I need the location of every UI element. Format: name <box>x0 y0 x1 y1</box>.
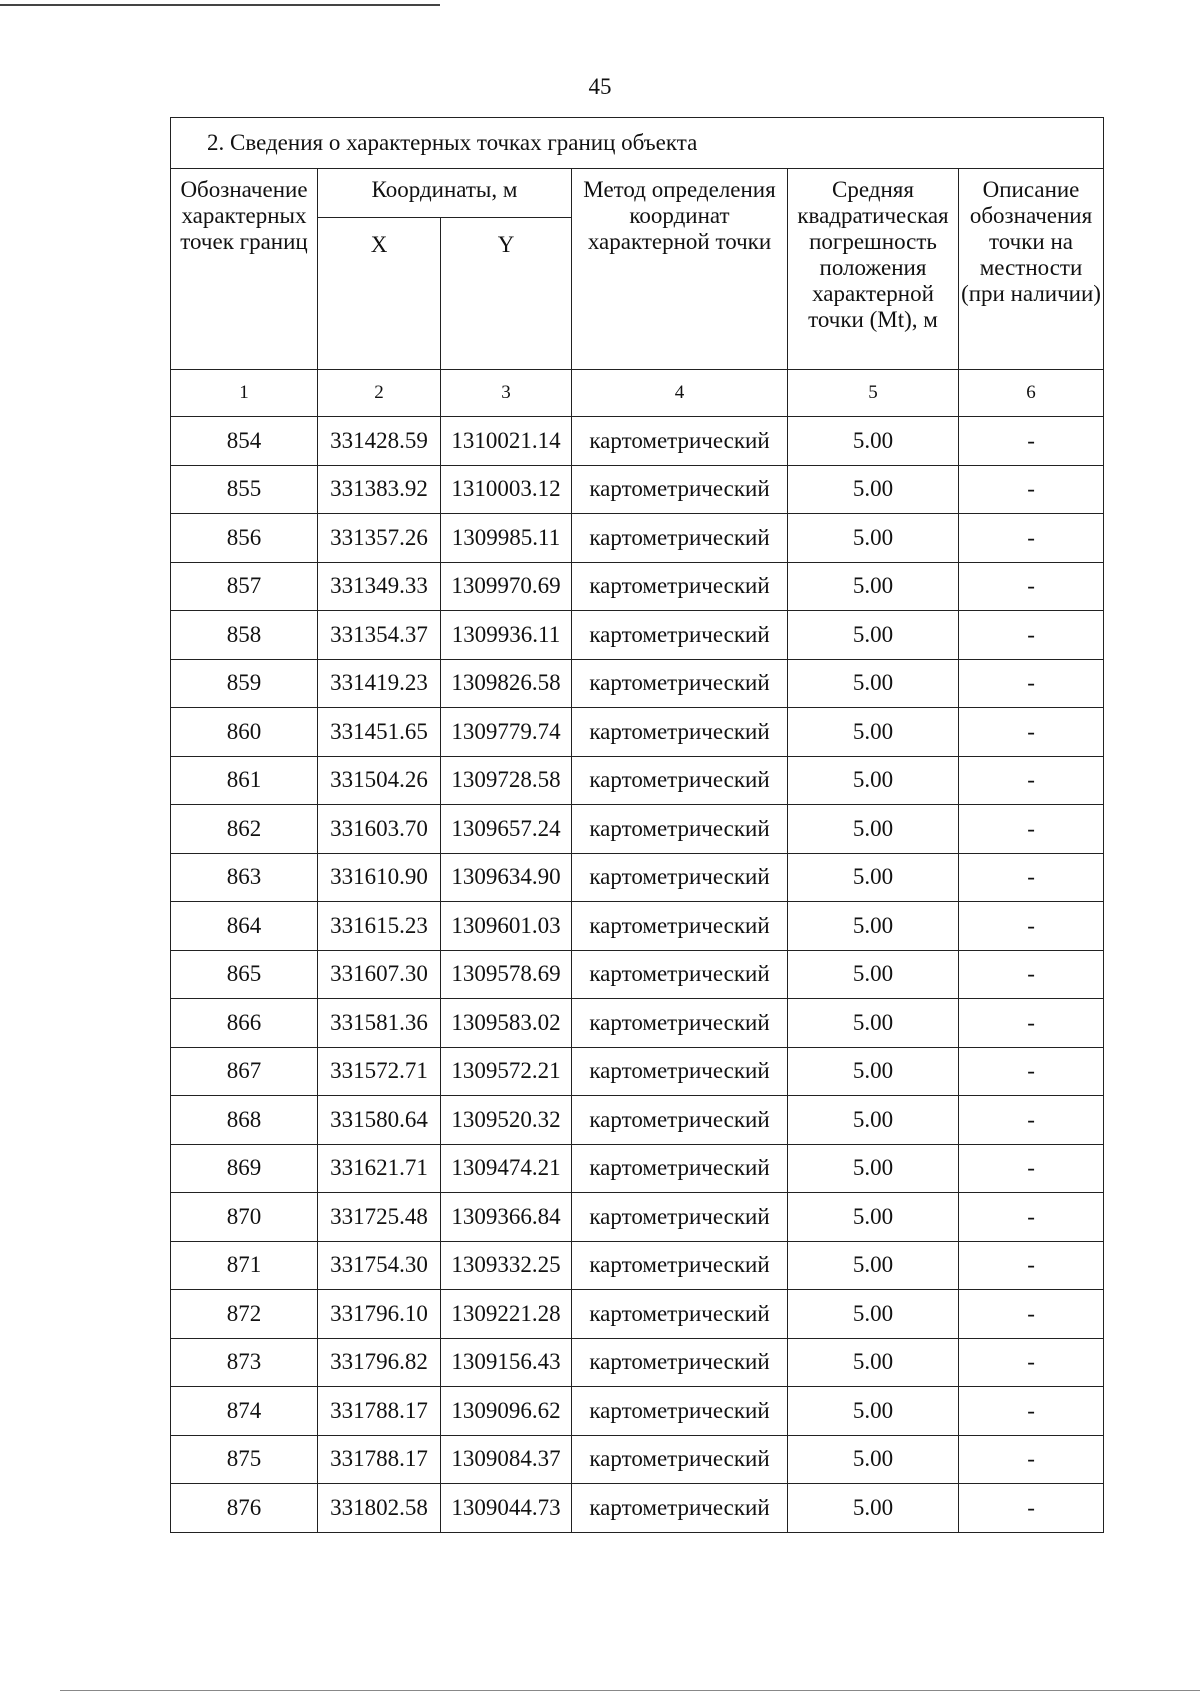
x-coordinate-cell: 331796.10 <box>318 1290 441 1339</box>
table-body <box>171 417 1104 1533</box>
boundary-points-table <box>170 117 1104 1533</box>
point-id-cell: 860 <box>171 708 318 757</box>
table-row <box>171 465 1104 514</box>
x-coordinate-cell: 331621.71 <box>318 1144 441 1193</box>
point-id-cell: 858 <box>171 611 318 660</box>
y-coordinate-cell: 1309332.25 <box>441 1241 572 1290</box>
method-cell: картометрический <box>572 1193 788 1242</box>
method-cell: картометрический <box>572 1435 788 1484</box>
table-row <box>171 1144 1104 1193</box>
column-number: 6 <box>959 370 1104 417</box>
y-coordinate-cell: 1309970.69 <box>441 562 572 611</box>
point-id-cell: 870 <box>171 1193 318 1242</box>
column-number-row <box>171 370 1104 417</box>
table-row <box>171 417 1104 466</box>
x-coordinate-cell: 331419.23 <box>318 659 441 708</box>
point-id-cell: 869 <box>171 1144 318 1193</box>
description-cell: - <box>959 1484 1104 1533</box>
description-cell: - <box>959 1435 1104 1484</box>
point-id-cell: 875 <box>171 1435 318 1484</box>
table-row <box>171 514 1104 563</box>
error-cell: 5.00 <box>788 1290 959 1339</box>
x-coordinate-cell: 331754.30 <box>318 1241 441 1290</box>
error-cell: 5.00 <box>788 1096 959 1145</box>
table-row <box>171 659 1104 708</box>
point-id-cell: 862 <box>171 805 318 854</box>
table-row <box>171 1193 1104 1242</box>
header-x: X <box>318 218 441 370</box>
method-cell: картометрический <box>572 950 788 999</box>
description-cell: - <box>959 999 1104 1048</box>
method-cell: картометрический <box>572 853 788 902</box>
table-row <box>171 1290 1104 1339</box>
point-id-cell: 865 <box>171 950 318 999</box>
point-id-cell: 868 <box>171 1096 318 1145</box>
x-coordinate-cell: 331788.17 <box>318 1435 441 1484</box>
error-cell: 5.00 <box>788 611 959 660</box>
method-cell: картометрический <box>572 1241 788 1290</box>
error-cell: 5.00 <box>788 999 959 1048</box>
column-number: 5 <box>788 370 959 417</box>
point-id-cell: 861 <box>171 756 318 805</box>
error-cell: 5.00 <box>788 902 959 951</box>
y-coordinate-cell: 1309985.11 <box>441 514 572 563</box>
description-cell: - <box>959 853 1104 902</box>
description-cell: - <box>959 1047 1104 1096</box>
x-coordinate-cell: 331572.71 <box>318 1047 441 1096</box>
error-cell: 5.00 <box>788 465 959 514</box>
column-number: 1 <box>171 370 318 417</box>
description-cell: - <box>959 417 1104 466</box>
y-coordinate-cell: 1309583.02 <box>441 999 572 1048</box>
method-cell: картометрический <box>572 999 788 1048</box>
error-cell: 5.00 <box>788 1047 959 1096</box>
page-number: 45 <box>588 74 612 99</box>
method-cell: картометрический <box>572 1338 788 1387</box>
description-cell: - <box>959 805 1104 854</box>
y-coordinate-cell: 1309366.84 <box>441 1193 572 1242</box>
method-cell: картометрический <box>572 805 788 854</box>
y-coordinate-cell: 1309728.58 <box>441 756 572 805</box>
table-row <box>171 1047 1104 1096</box>
method-cell: картометрический <box>572 1484 788 1533</box>
x-coordinate-cell: 331428.59 <box>318 417 441 466</box>
x-coordinate-cell: 331610.90 <box>318 853 441 902</box>
point-id-cell: 866 <box>171 999 318 1048</box>
description-cell: - <box>959 902 1104 951</box>
point-id-cell: 871 <box>171 1241 318 1290</box>
error-cell: 5.00 <box>788 708 959 757</box>
point-id-cell: 863 <box>171 853 318 902</box>
method-cell: картометрический <box>572 514 788 563</box>
point-id-cell: 873 <box>171 1338 318 1387</box>
error-cell: 5.00 <box>788 950 959 999</box>
table-row <box>171 1387 1104 1436</box>
table-row <box>171 756 1104 805</box>
y-coordinate-cell: 1309520.32 <box>441 1096 572 1145</box>
table-row <box>171 1241 1104 1290</box>
table-row <box>171 708 1104 757</box>
method-cell: картометрический <box>572 1047 788 1096</box>
table-row <box>171 805 1104 854</box>
point-id-cell: 874 <box>171 1387 318 1436</box>
y-coordinate-cell: 1309601.03 <box>441 902 572 951</box>
method-cell: картометрический <box>572 417 788 466</box>
scan-edge-bottom <box>60 1690 1200 1691</box>
method-cell: картометрический <box>572 1144 788 1193</box>
description-cell: - <box>959 950 1104 999</box>
method-cell: картометрический <box>572 1096 788 1145</box>
error-cell: 5.00 <box>788 1387 959 1436</box>
table-row <box>171 1435 1104 1484</box>
table-row <box>171 999 1104 1048</box>
error-cell: 5.00 <box>788 1338 959 1387</box>
description-cell: - <box>959 708 1104 757</box>
table-row <box>171 611 1104 660</box>
description-cell: - <box>959 1193 1104 1242</box>
x-coordinate-cell: 331802.58 <box>318 1484 441 1533</box>
method-cell: картометрический <box>572 465 788 514</box>
description-cell: - <box>959 514 1104 563</box>
x-coordinate-cell: 331725.48 <box>318 1193 441 1242</box>
x-coordinate-cell: 331603.70 <box>318 805 441 854</box>
error-cell: 5.00 <box>788 756 959 805</box>
header-error: Средняя квадратическая погрешность положения характерной точки (Mt), м <box>788 169 959 370</box>
table-row <box>171 1096 1104 1145</box>
description-cell: - <box>959 465 1104 514</box>
y-coordinate-cell: 1309096.62 <box>441 1387 572 1436</box>
description-cell: - <box>959 1096 1104 1145</box>
x-coordinate-cell: 331349.33 <box>318 562 441 611</box>
x-coordinate-cell: 331383.92 <box>318 465 441 514</box>
error-cell: 5.00 <box>788 562 959 611</box>
x-coordinate-cell: 331788.17 <box>318 1387 441 1436</box>
header-description: Описание обозначения точки на местности (при наличии) <box>959 169 1104 370</box>
x-coordinate-cell: 331357.26 <box>318 514 441 563</box>
error-cell: 5.00 <box>788 659 959 708</box>
error-cell: 5.00 <box>788 1193 959 1242</box>
method-cell: картометрический <box>572 1387 788 1436</box>
y-coordinate-cell: 1309826.58 <box>441 659 572 708</box>
column-number: 3 <box>441 370 572 417</box>
point-id-cell: 867 <box>171 1047 318 1096</box>
error-cell: 5.00 <box>788 1241 959 1290</box>
x-coordinate-cell: 331580.64 <box>318 1096 441 1145</box>
description-cell: - <box>959 562 1104 611</box>
point-id-cell: 856 <box>171 514 318 563</box>
header-method: Метод определения координат характерной точки <box>572 169 788 370</box>
error-cell: 5.00 <box>788 1435 959 1484</box>
y-coordinate-cell: 1309156.43 <box>441 1338 572 1387</box>
point-id-cell: 872 <box>171 1290 318 1339</box>
description-cell: - <box>959 1290 1104 1339</box>
point-id-cell: 854 <box>171 417 318 466</box>
method-cell: картометрический <box>572 708 788 757</box>
y-coordinate-cell: 1310021.14 <box>441 417 572 466</box>
method-cell: картометрический <box>572 611 788 660</box>
description-cell: - <box>959 1144 1104 1193</box>
method-cell: картометрический <box>572 562 788 611</box>
point-id-cell: 864 <box>171 902 318 951</box>
point-id-cell: 859 <box>171 659 318 708</box>
method-cell: картометрический <box>572 756 788 805</box>
x-coordinate-cell: 331607.30 <box>318 950 441 999</box>
description-cell: - <box>959 1338 1104 1387</box>
method-cell: картометрический <box>572 659 788 708</box>
y-coordinate-cell: 1310003.12 <box>441 465 572 514</box>
y-coordinate-cell: 1309779.74 <box>441 708 572 757</box>
section-title: 2. Сведения о характерных точках границ объекта <box>171 118 1104 169</box>
x-coordinate-cell: 331451.65 <box>318 708 441 757</box>
header-coordinates: Координаты, м <box>318 169 572 218</box>
error-cell: 5.00 <box>788 805 959 854</box>
method-cell: картометрический <box>572 1290 788 1339</box>
error-cell: 5.00 <box>788 417 959 466</box>
table-row <box>171 853 1104 902</box>
y-coordinate-cell: 1309578.69 <box>441 950 572 999</box>
error-cell: 5.00 <box>788 1144 959 1193</box>
table-row <box>171 950 1104 999</box>
column-number: 4 <box>572 370 788 417</box>
error-cell: 5.00 <box>788 1484 959 1533</box>
y-coordinate-cell: 1309634.90 <box>441 853 572 902</box>
y-coordinate-cell: 1309084.37 <box>441 1435 572 1484</box>
header-designation: Обозначение характерных точек границ <box>171 169 318 370</box>
table-row <box>171 1338 1104 1387</box>
error-cell: 5.00 <box>788 514 959 563</box>
method-cell: картометрический <box>572 902 788 951</box>
x-coordinate-cell: 331354.37 <box>318 611 441 660</box>
x-coordinate-cell: 331581.36 <box>318 999 441 1048</box>
table-row <box>171 902 1104 951</box>
scan-edge-top <box>0 4 440 6</box>
error-cell: 5.00 <box>788 853 959 902</box>
point-id-cell: 876 <box>171 1484 318 1533</box>
description-cell: - <box>959 1387 1104 1436</box>
y-coordinate-cell: 1309474.21 <box>441 1144 572 1193</box>
description-cell: - <box>959 611 1104 660</box>
header-y: Y <box>441 218 572 370</box>
y-coordinate-cell: 1309221.28 <box>441 1290 572 1339</box>
y-coordinate-cell: 1309657.24 <box>441 805 572 854</box>
description-cell: - <box>959 1241 1104 1290</box>
point-id-cell: 857 <box>171 562 318 611</box>
y-coordinate-cell: 1309044.73 <box>441 1484 572 1533</box>
y-coordinate-cell: 1309572.21 <box>441 1047 572 1096</box>
column-number: 2 <box>318 370 441 417</box>
table-row <box>171 1484 1104 1533</box>
x-coordinate-cell: 331504.26 <box>318 756 441 805</box>
description-cell: - <box>959 756 1104 805</box>
table-row <box>171 562 1104 611</box>
y-coordinate-cell: 1309936.11 <box>441 611 572 660</box>
point-id-cell: 855 <box>171 465 318 514</box>
x-coordinate-cell: 331615.23 <box>318 902 441 951</box>
x-coordinate-cell: 331796.82 <box>318 1338 441 1387</box>
description-cell: - <box>959 659 1104 708</box>
